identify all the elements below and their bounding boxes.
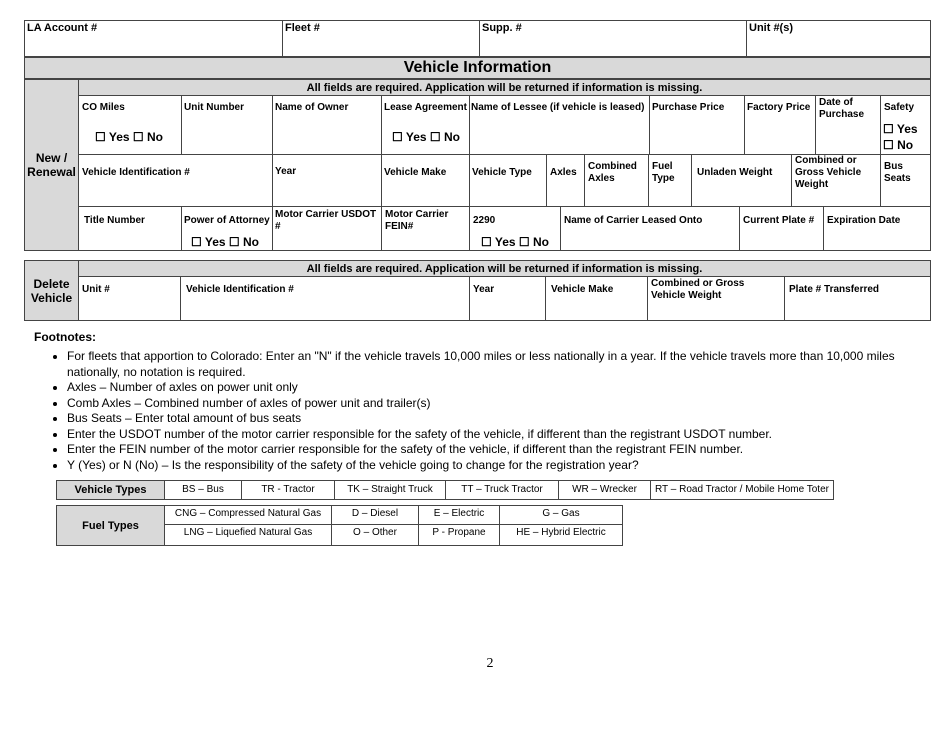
factory-price-label: Factory Price [747, 102, 811, 113]
vehicle-type-label: Vehicle Type [472, 167, 532, 178]
co-miles-label: CO Miles [82, 102, 125, 113]
fuel-type-item: LNG – Liquefied Natural Gas [183, 526, 313, 538]
year-label: Year [275, 166, 297, 177]
footnotes-title: Footnotes: [34, 330, 96, 344]
required-note: All fields are required. Application will be returned if information is missing. [78, 79, 931, 96]
purchase-price-label: Purchase Price [652, 102, 725, 113]
footnote-item: • Enter the FEIN number of the motor carrier responsible for the safety of the vehicle, if different than the registrant FEIN number. [67, 442, 915, 458]
delete-unit-label: Unit # [82, 284, 110, 295]
current-plate-label: Current Plate # [743, 215, 815, 226]
combined-weight-label: Combined or Gross Vehicle Weight [795, 155, 862, 190]
fuel-type-item: G – Gas [542, 507, 580, 519]
vehicle-type-item: TK – Straight Truck [347, 483, 433, 495]
vehicle-info-title: Vehicle Information [24, 57, 931, 79]
axles-label: Axles [550, 167, 577, 178]
delete-year-label: Year [473, 284, 495, 295]
unladen-weight-label: Unladen Weight [697, 167, 773, 178]
fuel-type-item: E – Electric [433, 507, 485, 519]
footnote-item: • For fleets that apportion to Colorado: Enter an "N" if the vehicle travels 10,000 miles or less nationally in a year. If the vehicle travels more than 10,000 miles nationally, no notation is required. [67, 349, 915, 380]
fuel-type-item: CNG – Compressed Natural Gas [174, 507, 322, 519]
combined-axles-label: Combined Axles [588, 161, 637, 184]
page-number: 2 [486, 656, 494, 671]
header-row [24, 20, 931, 57]
co-miles-checkbox[interactable]: ☐ Yes ☐ No [95, 130, 163, 144]
unit-field[interactable]: Unit #(s) [749, 22, 793, 34]
safety-no-checkbox[interactable]: ☐ No [883, 138, 914, 152]
name-of-owner-label: Name of Owner [275, 102, 349, 113]
footnote-item: • Axles – Number of axles on power unit only [67, 380, 915, 396]
delete-combined-weight-label: Combined or Gross Vehicle Weight [651, 278, 745, 301]
fleet-field[interactable]: Fleet # [285, 22, 320, 34]
fuel-types-label: Fuel Types [57, 506, 164, 545]
vehicle-type-item: WR – Wrecker [572, 483, 637, 495]
fuel-type-label: Fuel Type [652, 161, 675, 184]
delete-required-note: All fields are required. Application will be returned if information is missing. [78, 260, 931, 277]
expiration-date-label: Expiration Date [827, 215, 901, 226]
motor-carrier-fein-label: Motor Carrier FEIN# [385, 209, 449, 232]
date-of-purchase-label: Date of Purchase [819, 97, 865, 120]
vehicle-types-label: Vehicle Types [57, 481, 164, 499]
delete-vehicle-label: Delete Vehicle [24, 260, 79, 321]
name-of-carrier-label: Name of Carrier Leased Onto [564, 215, 703, 226]
vin-label: Vehicle Identification # [82, 167, 190, 178]
power-of-attorney-label: Power of Attorney [184, 215, 270, 226]
footnotes-list [25, 349, 915, 473]
vehicle-type-item: RT – Road Tractor / Mobile Home Toter [655, 483, 829, 495]
vehicle-type-item: TR - Tractor [261, 483, 315, 495]
plate-transferred-label: Plate # Transferred [789, 284, 880, 295]
vehicle-make-label: Vehicle Make [384, 167, 447, 178]
lease-agreement-label: Lease Agreement [384, 102, 467, 113]
lease-agreement-checkbox[interactable]: ☐ Yes ☐ No [392, 130, 460, 144]
form-2290-checkbox[interactable]: ☐ Yes ☐ No [481, 235, 549, 249]
power-of-attorney-checkbox[interactable]: ☐ Yes ☐ No [191, 235, 259, 249]
vehicle-type-item: TT – Truck Tractor [461, 483, 543, 495]
name-of-lessee-label: Name of Lessee (if vehicle is leased) [471, 102, 645, 113]
footnote-item: • Y (Yes) or N (No) – Is the responsibility of the safety of the vehicle going to change for the registration year? [67, 458, 915, 474]
supp-field[interactable]: Supp. # [482, 22, 522, 34]
fuel-type-item: P - Propane [432, 526, 486, 538]
footnote-item: • Enter the USDOT number of the motor carrier responsible for the safety of the vehicle, if different than the registrant USDOT number. [67, 427, 915, 443]
delete-vin-label: Vehicle Identification # [186, 284, 294, 295]
fuel-type-item: O – Other [353, 526, 397, 538]
delete-vehicle-make-label: Vehicle Make [551, 284, 614, 295]
unit-number-label: Unit Number [184, 102, 244, 113]
fuel-type-item: D – Diesel [351, 507, 399, 519]
bus-seats-label: Bus Seats [884, 161, 911, 184]
title-number-label: Title Number [84, 215, 145, 226]
new-renewal-label: New / Renewal [24, 79, 79, 251]
form-2290-label: 2290 [473, 215, 496, 226]
footnote-item: • Bus Seats – Enter total amount of bus seats [67, 411, 915, 427]
la-account-field[interactable]: LA Account # [27, 22, 98, 34]
footnote-item: • Comb Axles – Combined number of axles of power unit and trailer(s) [67, 396, 915, 412]
safety-label: Safety [884, 102, 915, 113]
vehicle-type-item: BS – Bus [182, 483, 224, 495]
fuel-type-item: HE – Hybrid Electric [516, 526, 606, 538]
motor-carrier-usdot-label: Motor Carrier USDOT # [275, 209, 377, 232]
safety-yes-checkbox[interactable]: ☐ Yes [883, 122, 918, 136]
